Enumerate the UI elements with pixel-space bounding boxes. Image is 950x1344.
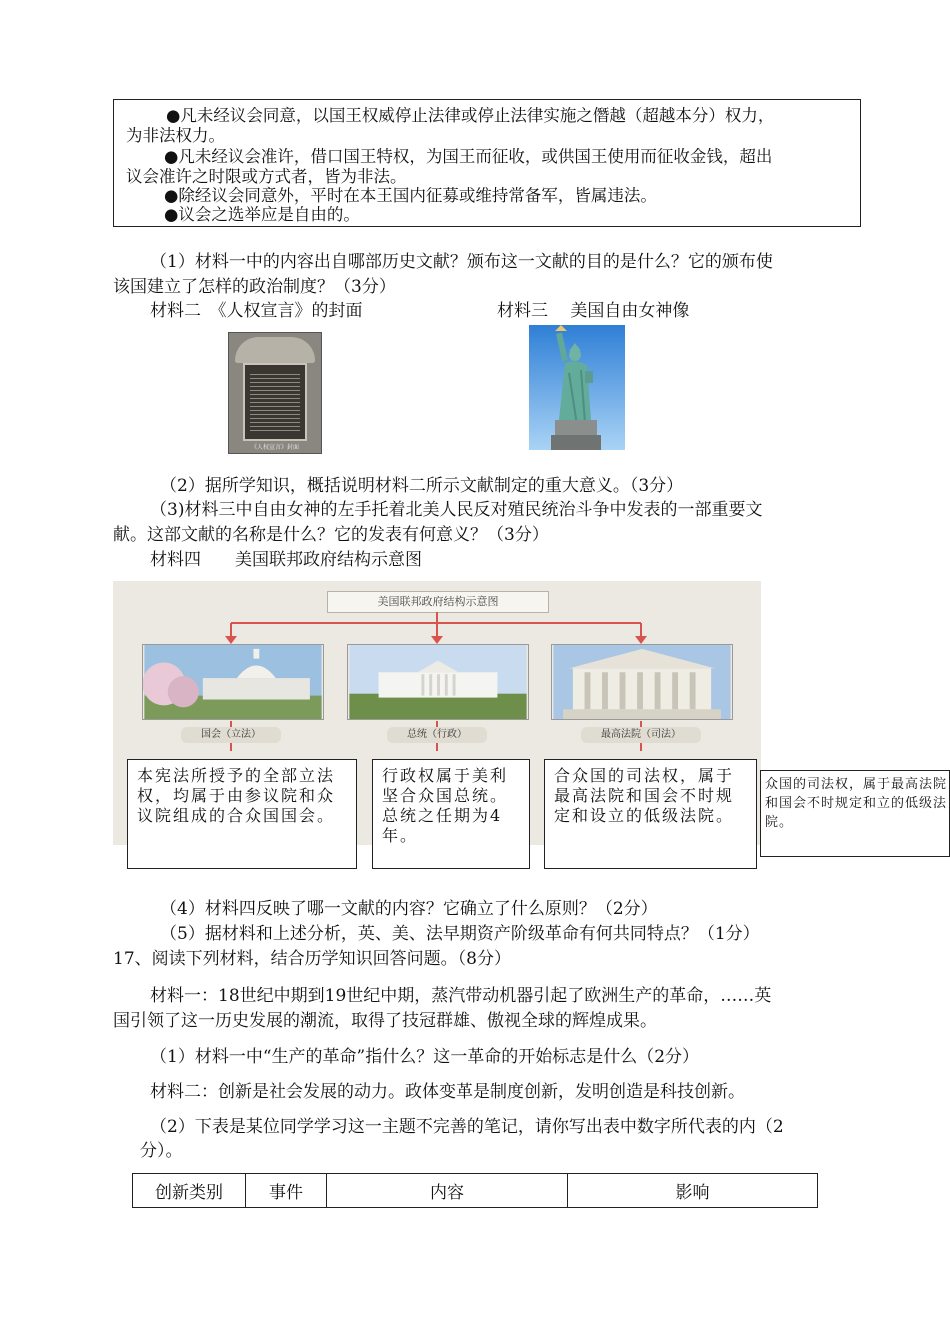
question-1-line2: 该国建立了怎样的政治制度？（3分） xyxy=(113,277,396,297)
question-3-line2: 献。这部文献的名称是什么？它的发表有何意义？（3分） xyxy=(113,525,549,545)
notes-table xyxy=(132,1173,818,1208)
court-text-box: 合众国的司法权，属于最高法院和国会不时规定和设立的低级法院。 xyxy=(544,759,757,869)
material17-1-line2: 国引领了这一历史发展的潮流，取得了技冠群雄、傲视全球的辉煌成果。 xyxy=(113,1011,657,1031)
table-header-row xyxy=(133,1174,818,1208)
material1-line: ●除经议会同意外，平时在本王国内征募或维持常备军，皆属违法。 xyxy=(164,186,657,205)
white-house-photo xyxy=(347,644,529,720)
material4-caption: 材料四 美国联邦政府结构示意图 xyxy=(150,550,422,570)
diagram-title: 美国联邦政府结构示意图 xyxy=(327,591,549,613)
question-4: （4）材料四反映了哪一文献的内容？它确立了什么原则？（2分） xyxy=(160,899,658,919)
declaration-cover-image xyxy=(228,332,322,454)
table-header-cell: 影响 xyxy=(568,1174,818,1208)
statue-of-liberty-image xyxy=(529,325,625,450)
congress-text-box: 本宪法所授予的全部立法权，均属于由参议院和众议院组成的合众国国会。 xyxy=(127,759,357,869)
material1-line: ●凡未经议会同意，以国王权威停止法律或停止法律实施之僭越（超越本分）权力， xyxy=(166,106,775,125)
question-5: （5）据材料和上述分析，英、美、法早期资产阶级革命有何共同特点？（1分） xyxy=(160,924,760,944)
question-17-2-line2: 分）。 xyxy=(140,1141,183,1161)
question-17-2-line1: （2）下表是某位同学学习这一主题不完善的笔记，请你写出表中数字所代表的内（2 xyxy=(150,1117,784,1137)
material2-caption: 材料二 《人权宣言》的封面 xyxy=(150,301,363,321)
table-header-cell: 创新类别 xyxy=(133,1174,246,1208)
table-header-cell: 事件 xyxy=(246,1174,327,1208)
supreme-court-label: 最高法院（司法） xyxy=(581,727,701,743)
material17-1-line1: 材料一：18世纪中期到19世纪中期，蒸汽带动机器引起了欧洲生产的革命，……英 xyxy=(150,986,772,1006)
congress-label: 国会（立法） xyxy=(181,727,281,743)
president-label: 总统（行政） xyxy=(387,727,487,743)
material17-2: 材料二：创新是社会发展的动力。政体变革是制度创新，发明创造是科技创新。 xyxy=(150,1082,745,1102)
material3-caption: 材料三 美国自由女神像 xyxy=(497,301,690,321)
question-17: 17、阅读下列材料，结合历学知识回答问题。（8分） xyxy=(113,949,511,969)
cover-caption: 《人权宣言》封面 xyxy=(250,444,299,451)
material1-box xyxy=(113,99,861,227)
question-2: （2）据所学知识，概括说明材料二所示文献制定的重大意义。（3分） xyxy=(160,476,684,496)
table-header-cell: 内容 xyxy=(327,1174,568,1208)
question-1-line1: （1）材料一中的内容出自哪部历史文献？颁布这一文献的目的是什么？它的颁布使 xyxy=(150,252,773,272)
court-text-box-duplicate: 众国的司法权，属于最高法院和国会不时规定和立的低级法院。 xyxy=(760,770,950,857)
question-3-line1: （3)材料三中自由女神的左手托着北美人民反对殖民统治斗争中发表的一部重要文 xyxy=(150,500,763,520)
material1-line: 议会准许之时限或方式者，皆为非法。 xyxy=(126,167,407,186)
material1-line: ●议会之选举应是自由的。 xyxy=(164,205,360,224)
supreme-court-photo xyxy=(551,644,733,720)
material1-line: 为非法权力。 xyxy=(126,126,225,145)
capitol-photo xyxy=(142,644,324,720)
question-17-1: （1）材料一中“生产的革命”指什么？这一革命的开始标志是什么（2分） xyxy=(150,1047,700,1067)
material1-line: ●凡未经议会准许，借口国王特权，为国王而征收，或供国王使用而征收金钱，超出 xyxy=(164,147,773,166)
president-text-box: 行政权属于美利坚合众国总统。总统之任期为4年。 xyxy=(372,759,530,869)
